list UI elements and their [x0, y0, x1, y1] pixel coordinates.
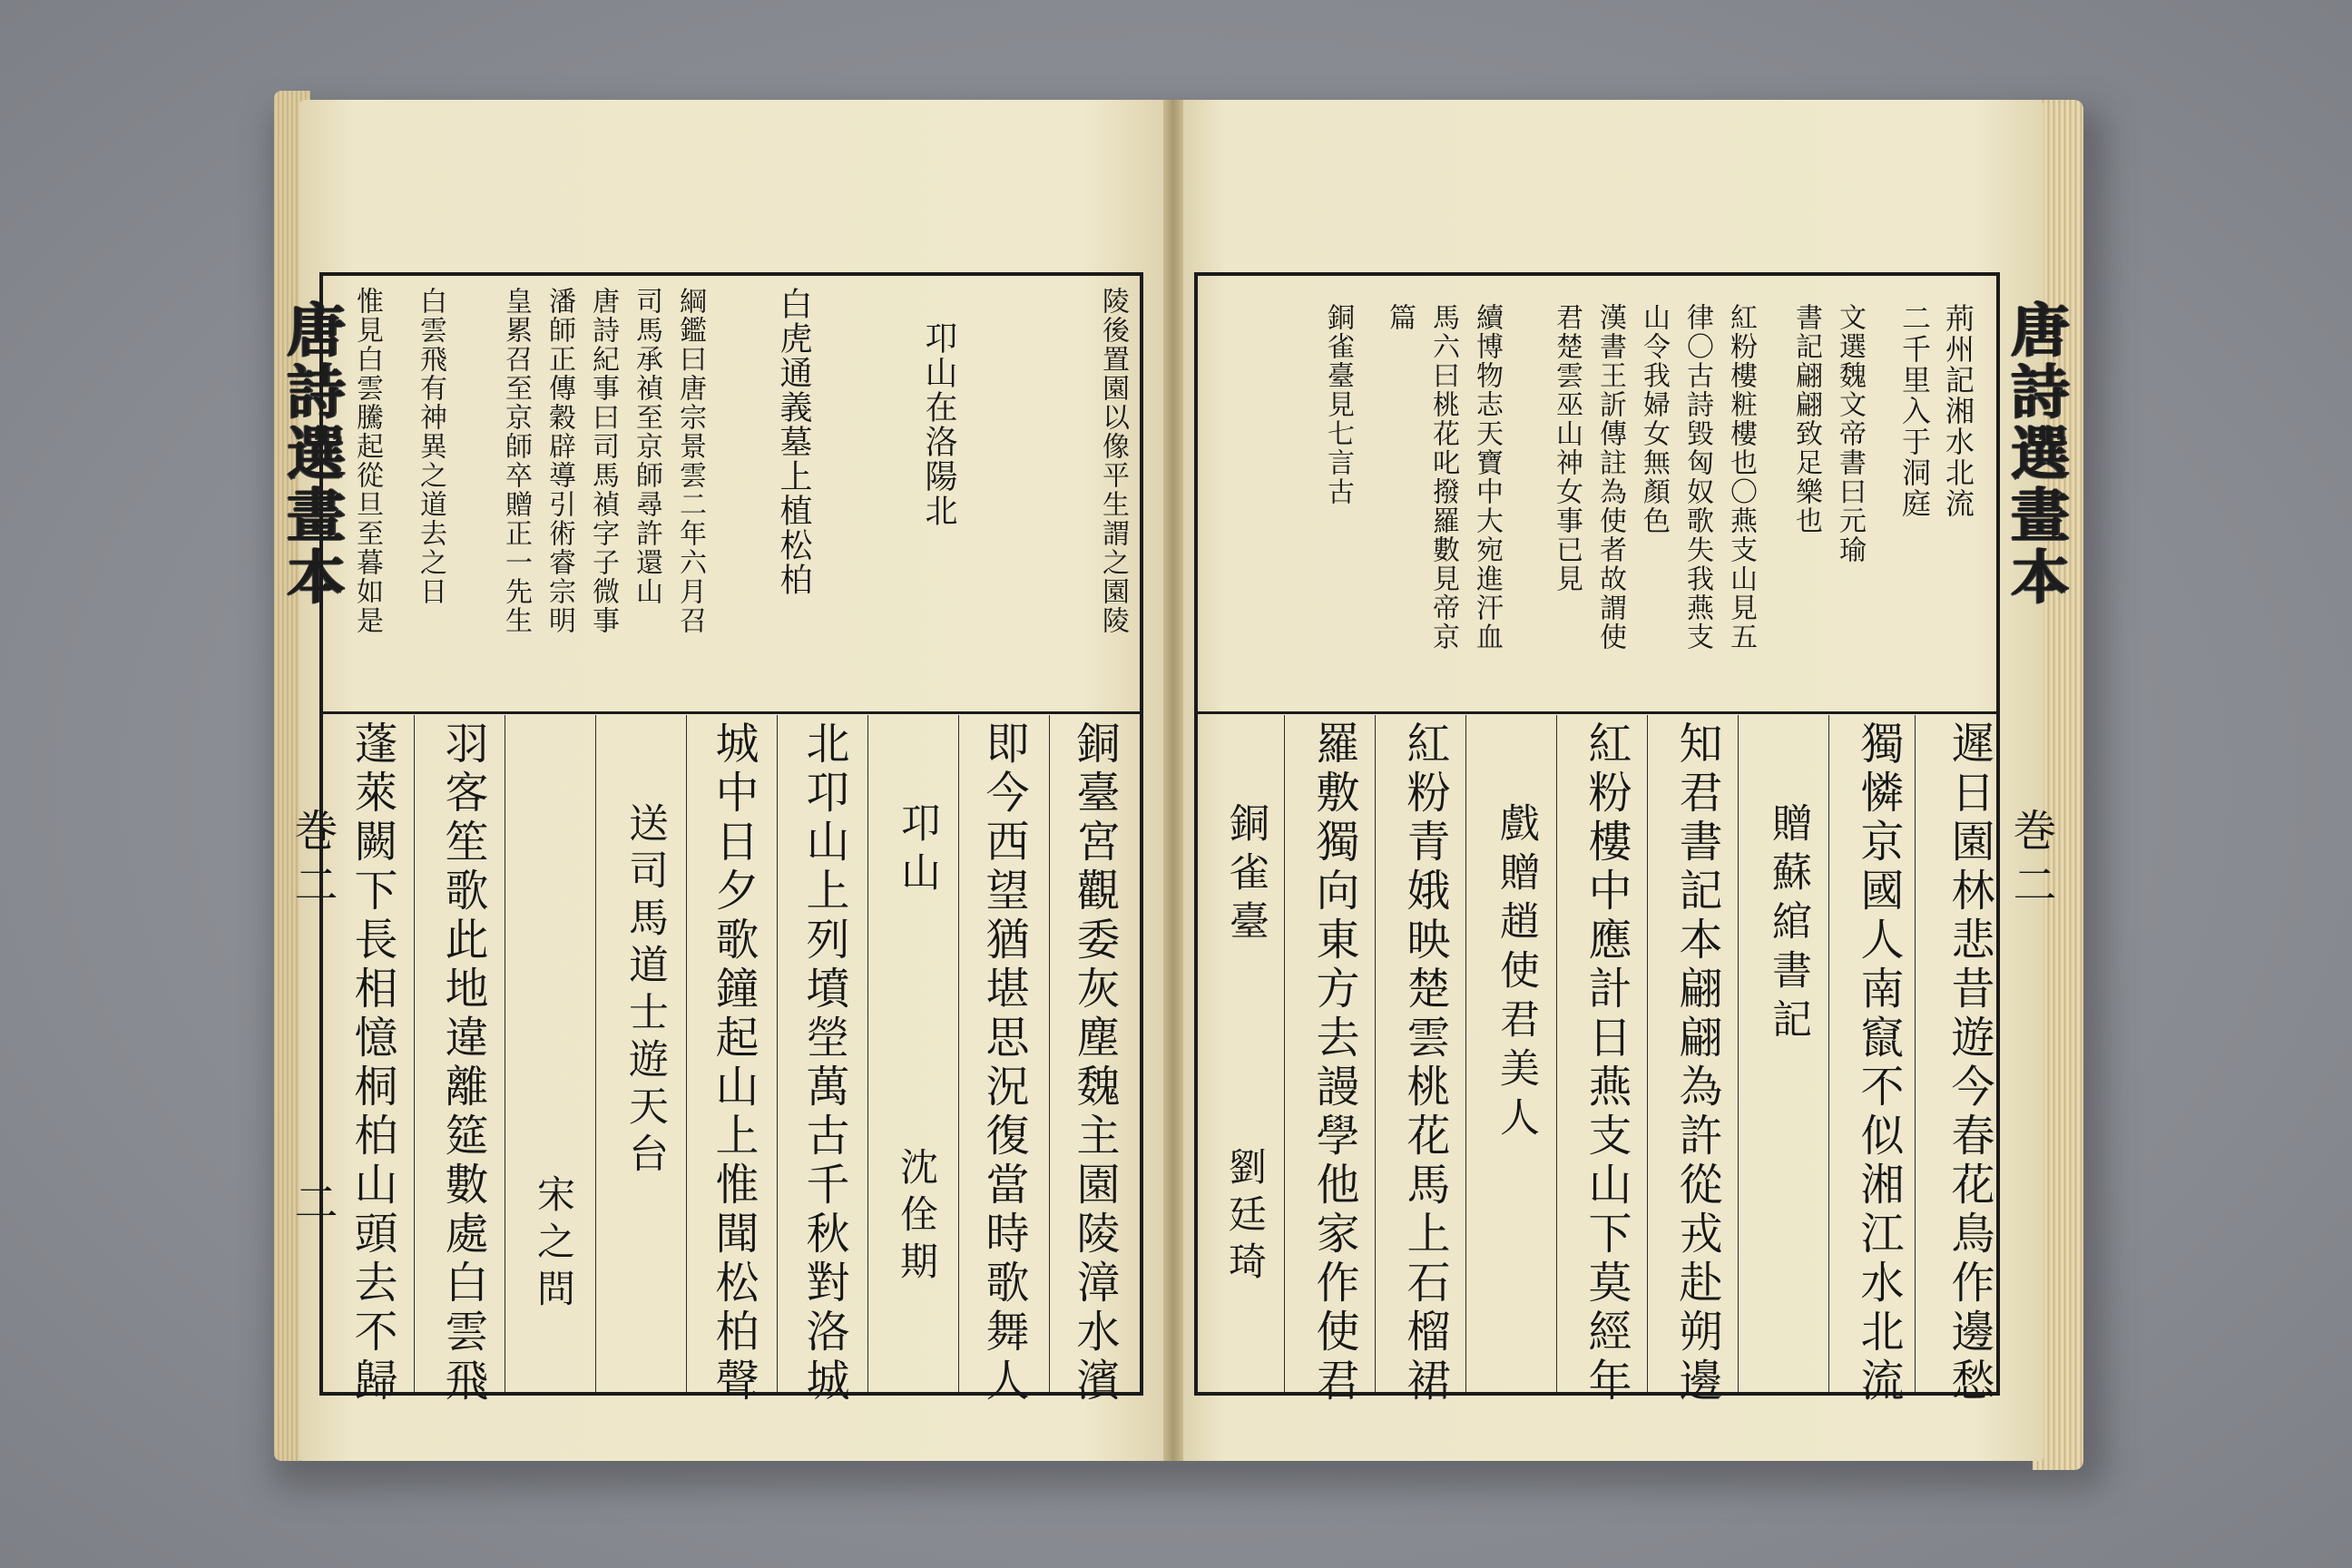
note-line: 君楚雲巫山神女事已見: [1551, 303, 1583, 593]
poem-title: 銅雀臺: [1222, 802, 1269, 949]
note-line: 紅粉樓粧樓也〇燕支山見五: [1725, 303, 1757, 652]
poem-line: 銅臺宮觀委灰塵魏主園陵漳水濱: [1069, 720, 1120, 1406]
column-rule: [1284, 715, 1285, 1392]
right-margin-title: 唐詩選畫本: [2001, 299, 2069, 608]
book-gutter: [1163, 100, 1183, 1461]
poem-line: 即今西望猶堪思況復當時歌舞人: [978, 720, 1029, 1406]
note-line: 卭山在洛陽北: [920, 321, 957, 528]
note-line: 律〇古詩毀匈奴歌失我燕支: [1681, 303, 1713, 652]
column-rule: [958, 715, 959, 1392]
right-frame-divider: [1198, 711, 1996, 714]
poem-line: 獨憐京國人南竄不似湘江水北流: [1853, 720, 1904, 1406]
note-line: 馬六曰桃花叱撥羅數見帝京: [1427, 303, 1459, 652]
poem-title: 送司馬道士遊天台: [622, 802, 668, 1180]
poem-line: 羅敷獨向東方去謾學他家作使君: [1308, 720, 1359, 1406]
poem-line: 羽客笙歌此地違離筵數處白雲飛: [437, 720, 488, 1406]
poem-line: 知君書記本翩翩為許從戎赴朔邊: [1671, 720, 1722, 1406]
column-rule: [1556, 715, 1557, 1392]
note-line: 綱鑑曰唐宗景雲二年六月召: [674, 287, 706, 635]
note-line: 荊州記湘水北流: [1941, 303, 1975, 519]
poem-line: 紅粉樓中應計日燕支山下莫經年: [1581, 720, 1632, 1406]
column-rule: [686, 715, 687, 1392]
column-rule: [867, 715, 868, 1392]
column-rule: [1375, 715, 1376, 1392]
column-rule: [777, 715, 778, 1392]
poem-title: 戲贈趙使君美人: [1493, 802, 1539, 1145]
note-line: 山令我婦女無顏色: [1638, 303, 1670, 535]
note-line: 篇: [1384, 303, 1416, 332]
left-margin-title: 唐詩選畫本: [277, 299, 345, 608]
note-line: 陵後置園以像平生謂之園陵: [1097, 287, 1129, 635]
note-line: 漢書王訢傳註為使者故謂使: [1594, 303, 1626, 652]
note-line: 潘師正傳穀辟導引術睿宗明: [544, 287, 575, 635]
left-frame-divider: [323, 711, 1140, 714]
poem-author: 沈佺期: [895, 1147, 939, 1289]
column-rule: [1465, 715, 1466, 1392]
poem-author: 劉廷琦: [1223, 1147, 1268, 1289]
left-margin-volume: 巻二: [287, 808, 338, 916]
note-line: 惟見白雲騰起從旦至暮如是: [351, 287, 383, 635]
column-rule: [595, 715, 596, 1392]
column-rule: [1049, 715, 1050, 1392]
column-rule: [1828, 715, 1829, 1392]
note-line: 銅雀臺見七言古: [1322, 303, 1354, 506]
left-print-frame: [319, 272, 1143, 1406]
column-rule: [1915, 715, 1916, 1392]
column-rule: [1647, 715, 1648, 1392]
note-line: 白雲飛有神異之道去之日: [415, 287, 446, 606]
note-line: 文選魏文帝書曰元瑜: [1834, 303, 1866, 564]
poem-line: 城中日夕歌鐘起山上惟聞松柏聲: [708, 720, 759, 1406]
note-line: 唐詩紀事曰司馬禎字子微事: [587, 287, 619, 635]
note-line: 白虎通義墓上植松柏: [775, 287, 812, 597]
note-line: 書記翩翩致足樂也: [1790, 303, 1822, 535]
poem-title: 贈蘇綰書記: [1765, 802, 1811, 1047]
right-margin-volume: 巻二: [2005, 808, 2056, 916]
right-print-frame: [1194, 272, 2000, 1406]
poem-line: 北卭山上列墳塋萬古千秋對洛城: [799, 720, 849, 1406]
column-rule: [414, 715, 415, 1392]
note-line: 續博物志天寶中大宛進汗血: [1471, 303, 1503, 652]
poem-line: 紅粉青娥映楚雲桃花馬上石榴裙: [1399, 720, 1450, 1406]
poem-title: 卭山: [894, 802, 940, 900]
note-line: 司馬承禎至京師尋許還山: [631, 287, 662, 606]
note-line: 二千里入于洞庭: [1897, 303, 1932, 519]
column-rule: [1738, 715, 1739, 1392]
poem-line: 遲日園林悲昔遊今春花鳥作邊愁: [1944, 720, 1994, 1406]
note-line: 皇累召至京師卒贈正一先生: [500, 287, 532, 635]
left-margin-page: 二: [287, 1180, 338, 1234]
poem-author: 宋之問: [532, 1174, 576, 1316]
poem-line: 蓬萊闕下長相憶桐柏山頭去不歸: [347, 720, 397, 1406]
